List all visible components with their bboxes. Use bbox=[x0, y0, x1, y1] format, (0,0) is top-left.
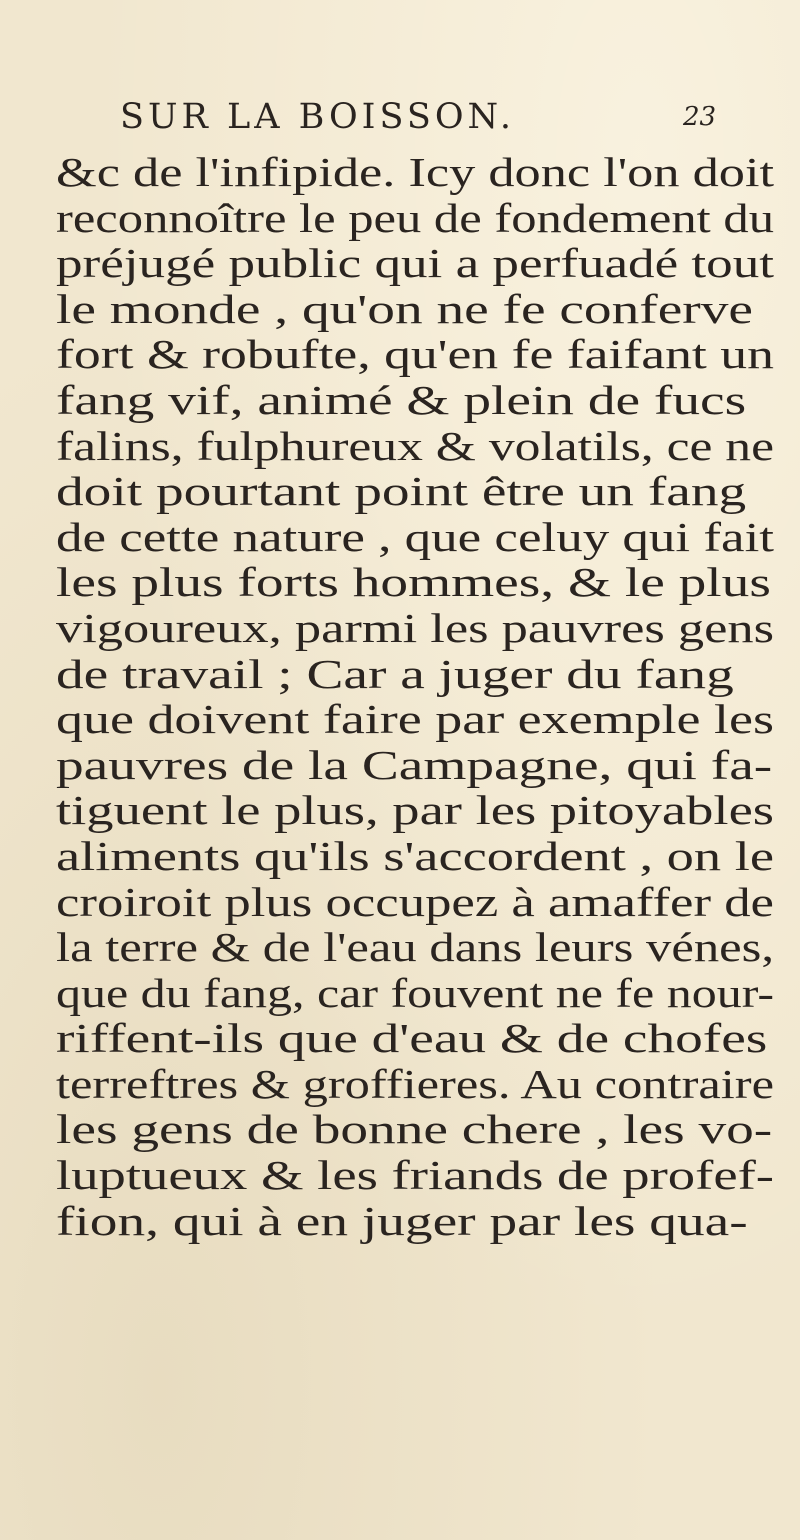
text-line bbox=[56, 652, 776, 698]
text-line-content: luptueux & les friands de profef- bbox=[56, 1153, 775, 1199]
text-line-content: de cette nature , que celuy qui fait bbox=[56, 514, 775, 560]
text-line-content: vigoureux, parmi les pauvres gens bbox=[56, 605, 774, 651]
text-line-content: reconnoître le peu de fondement du bbox=[56, 195, 774, 241]
text-line bbox=[56, 788, 776, 834]
text-line-content: le monde , qu'on ne fe conferve bbox=[56, 286, 753, 332]
text-line bbox=[56, 332, 776, 378]
page-header bbox=[120, 92, 760, 142]
text-line-content: que doivent faire par exemple les bbox=[56, 697, 774, 743]
text-line bbox=[56, 743, 776, 789]
text-line bbox=[56, 1199, 776, 1245]
text-line-content: fang vif, animé & plein de fucs bbox=[56, 377, 747, 423]
text-line bbox=[56, 880, 776, 926]
text-line bbox=[56, 697, 776, 743]
text-line bbox=[56, 1016, 776, 1062]
text-line-content: la terre & de l'eau dans leurs vénes, bbox=[56, 925, 775, 971]
text-line-content: pauvres de la Campagne, qui fa- bbox=[56, 742, 773, 788]
text-line-content: croiroit plus occupez à amaffer de bbox=[56, 879, 774, 925]
text-line bbox=[56, 287, 776, 333]
body-text bbox=[56, 150, 776, 1244]
text-line-content: tiguent le plus, par les pitoyables bbox=[56, 788, 775, 834]
text-line-content: &c de l'infipide. Icy donc l'on doit bbox=[56, 150, 775, 195]
text-line bbox=[56, 971, 776, 1017]
text-line bbox=[56, 925, 776, 971]
text-line-content: fort & robufte, qu'en fe faifant un bbox=[56, 332, 774, 378]
text-line-content: falins, fulphureux & volatils, ce ne bbox=[56, 423, 775, 469]
text-line-content: fion, qui à en juger par les qua- bbox=[56, 1198, 748, 1244]
text-line-content: aliments qu'ils s'accordent , on le bbox=[56, 833, 774, 879]
text-line-content: préjugé public qui a perfuadé tout bbox=[56, 241, 775, 287]
text-line-content: riffent-ils que d'eau & de chofes bbox=[56, 1016, 768, 1062]
text-line bbox=[56, 606, 776, 652]
text-line-content: de travail ; Car a juger du fang bbox=[56, 651, 734, 697]
text-line-content: doit pourtant point être un fang bbox=[56, 469, 747, 515]
page-number: 23 bbox=[683, 102, 717, 132]
text-line bbox=[56, 196, 776, 242]
running-title: SUR LA BOISSON. bbox=[120, 97, 516, 137]
text-line bbox=[56, 560, 776, 606]
text-line bbox=[56, 241, 776, 287]
text-line bbox=[56, 378, 776, 424]
text-line-content: les gens de bonne chere , les vo- bbox=[56, 1107, 773, 1153]
text-line-content: terreftres & groffieres. Au contraire bbox=[56, 1061, 775, 1107]
text-line bbox=[56, 1062, 776, 1108]
text-line-content: que du fang, car fouvent ne fe nour- bbox=[56, 970, 775, 1016]
text-line bbox=[56, 1107, 776, 1153]
text-line bbox=[56, 150, 776, 196]
text-line-content: les plus forts hommes, & le plus bbox=[56, 560, 771, 606]
text-line bbox=[56, 1153, 776, 1199]
text-line bbox=[56, 424, 776, 470]
text-line bbox=[56, 469, 776, 515]
text-line bbox=[56, 834, 776, 880]
text-line bbox=[56, 515, 776, 561]
